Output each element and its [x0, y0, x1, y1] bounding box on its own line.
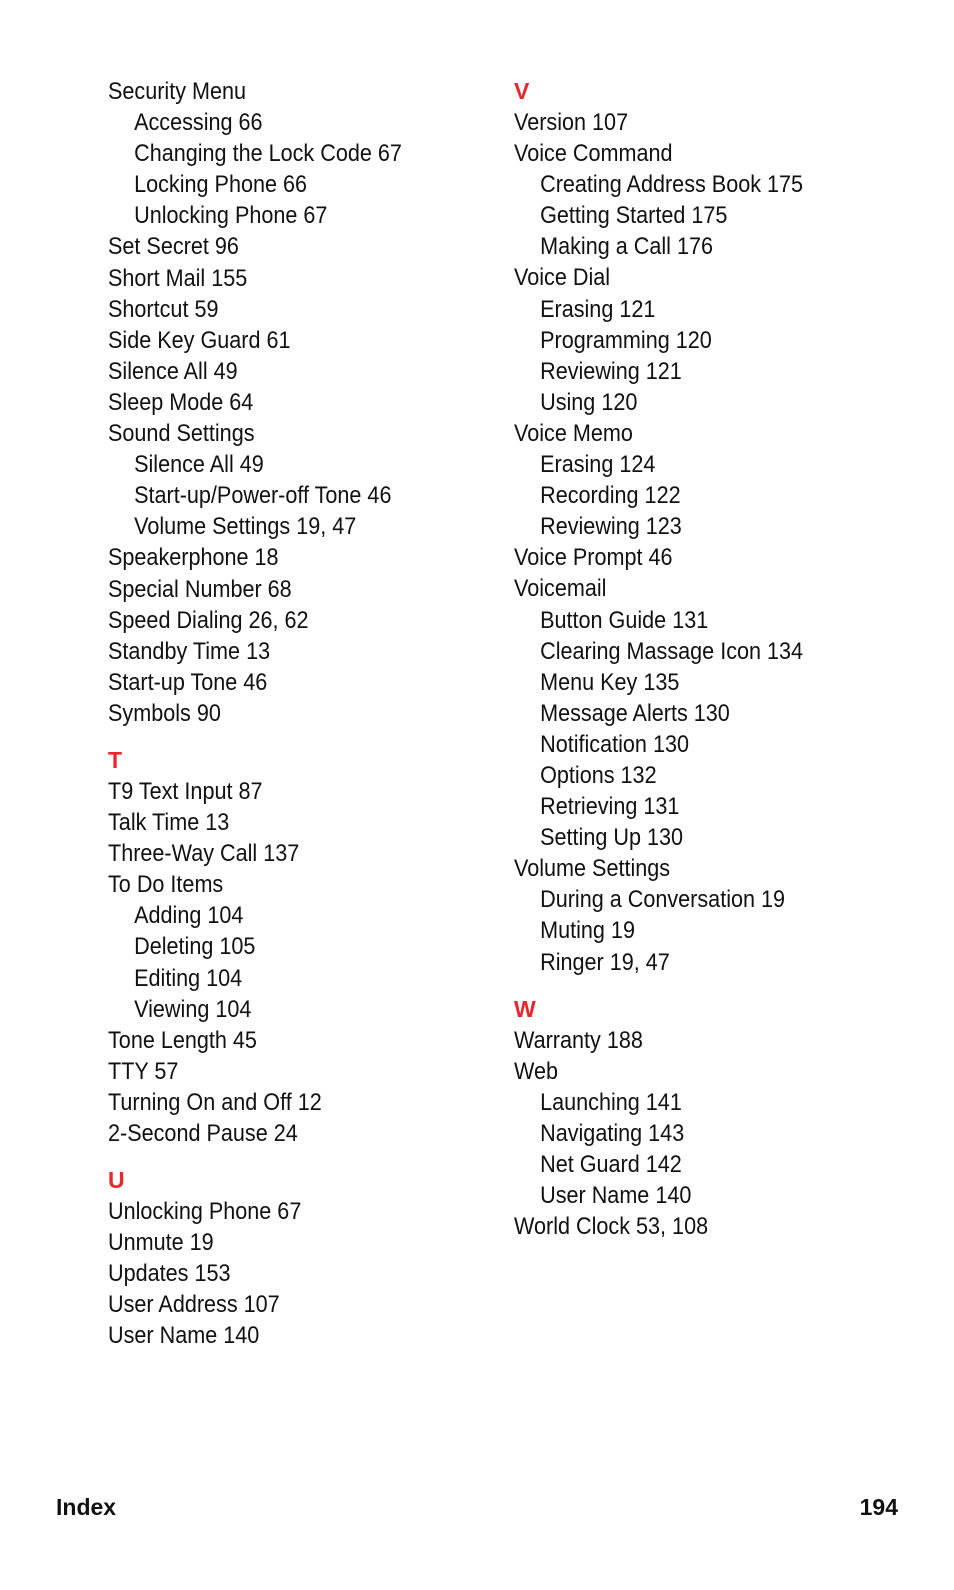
index-subentry: Muting 19	[540, 917, 635, 945]
index-subentry: Getting Started 175	[540, 202, 728, 230]
index-entry: Turning On and Off 12	[108, 1088, 322, 1116]
index-subentry: Reviewing 123	[540, 513, 682, 541]
index-subentry: Menu Key 135	[540, 668, 680, 696]
index-subentry: Navigating 143	[540, 1119, 685, 1147]
index-letter-heading: V	[514, 78, 530, 104]
index-entry: Security Menu	[108, 78, 247, 105]
index-subentry: Accessing 66	[134, 109, 263, 137]
index-entry: Symbols 90	[108, 699, 221, 727]
index-entry: Voicemail	[514, 575, 607, 603]
index-column-right	[514, 76, 914, 1242]
index-entry: To Do Items	[108, 871, 224, 899]
index-entry: Voice Prompt 46	[514, 544, 673, 572]
footer-section-title: Index	[56, 1494, 117, 1520]
index-entry: Silence All 49	[108, 357, 238, 385]
index-subentry: Options 132	[540, 761, 657, 789]
index-entry: Voice Dial	[514, 264, 611, 292]
index-subentry: Making a Call 176	[540, 233, 713, 261]
index-entry: Side Key Guard 61	[108, 326, 291, 354]
index-entry: TTY 57	[108, 1057, 179, 1085]
index-subentry: Using 120	[540, 388, 638, 416]
index-entry: Voice Memo	[514, 419, 633, 447]
index-entry: Start-up Tone 46	[108, 668, 268, 696]
index-subentry: Viewing 104	[134, 995, 252, 1023]
index-entry: Tone Length 45	[108, 1026, 257, 1054]
index-entry: Unmute 19	[108, 1229, 214, 1257]
index-entry: Standby Time 13	[108, 637, 271, 665]
index-entry: 2-Second Pause 24	[108, 1120, 298, 1147]
index-entry: World Clock 53, 108	[514, 1213, 709, 1241]
index-entry: Speakerphone 18	[108, 544, 279, 572]
index-subentry: Adding 104	[134, 902, 244, 930]
index-entry: User Name 140	[108, 1322, 260, 1350]
index-entry: Version 107	[514, 109, 629, 136]
index-subentry: Button Guide 131	[540, 606, 709, 634]
index-entry: Sound Settings	[108, 420, 255, 448]
index-subentry: Editing 104	[134, 964, 243, 992]
index-letter-heading: T	[108, 746, 123, 773]
index-entry: Shortcut 59	[108, 295, 219, 323]
footer-page-number: 194	[859, 1494, 898, 1520]
index-entry: Web	[514, 1057, 559, 1085]
index-subentry: Launching 141	[540, 1088, 682, 1116]
index-subentry: Ringer 19, 47	[540, 948, 670, 976]
index-subentry: User Name 140	[540, 1182, 692, 1210]
index-subentry: Recording 122	[540, 482, 681, 510]
index-subentry: Net Guard 142	[540, 1151, 682, 1178]
index-subentry: During a Conversation 19	[540, 886, 786, 914]
index-subentry: Deleting 105	[134, 933, 256, 961]
index-entry: Special Number 68	[108, 575, 292, 603]
index-entry: Set Secret 96	[108, 233, 239, 261]
index-subentry: Erasing 121	[540, 295, 656, 323]
index-subentry: Erasing 124	[540, 451, 656, 479]
index-subentry: Programming 120	[540, 326, 712, 354]
index-entry: Short Mail 155	[108, 264, 248, 292]
index-subentry: Changing the Lock Code 67	[134, 140, 402, 168]
index-subentry: Creating Address Book 175	[540, 171, 804, 199]
index-letter-heading: W	[514, 995, 536, 1022]
index-entry: Talk Time 13	[108, 809, 230, 837]
index-subentry: Start-up/Power-off Tone 46	[134, 482, 392, 510]
index-entry: Sleep Mode 64	[108, 388, 254, 416]
index-entry: Volume Settings	[514, 855, 671, 883]
index-entry: User Address 107	[108, 1291, 280, 1319]
index-entry: Warranty 188	[514, 1026, 643, 1054]
index-subentry: Message Alerts 130	[540, 699, 730, 727]
index-entry: Voice Command	[514, 140, 673, 168]
index-subentry: Setting Up 130	[540, 824, 684, 852]
index-letter-heading: U	[108, 1167, 125, 1194]
index-entry: Speed Dialing 26, 62	[108, 606, 309, 634]
index-subentry: Silence All 49	[134, 451, 264, 479]
index-entry: Three-Way Call 137	[108, 840, 300, 868]
index-subentry: Reviewing 121	[540, 357, 682, 385]
index-subentry: Clearing Massage Icon 134	[540, 637, 804, 665]
index-subentry: Unlocking Phone 67	[134, 202, 328, 230]
index-subentry: Volume Settings 19, 47	[134, 513, 357, 541]
index-subentry: Locking Phone 66	[134, 171, 308, 199]
index-entry: Unlocking Phone 67	[108, 1198, 302, 1226]
index-entry: Updates 153	[108, 1260, 231, 1288]
index-subentry: Notification 130	[540, 730, 689, 758]
index-entry: T9 Text Input 87	[108, 777, 263, 805]
index-column-left	[108, 76, 488, 1352]
index-subentry: Retrieving 131	[540, 793, 680, 821]
